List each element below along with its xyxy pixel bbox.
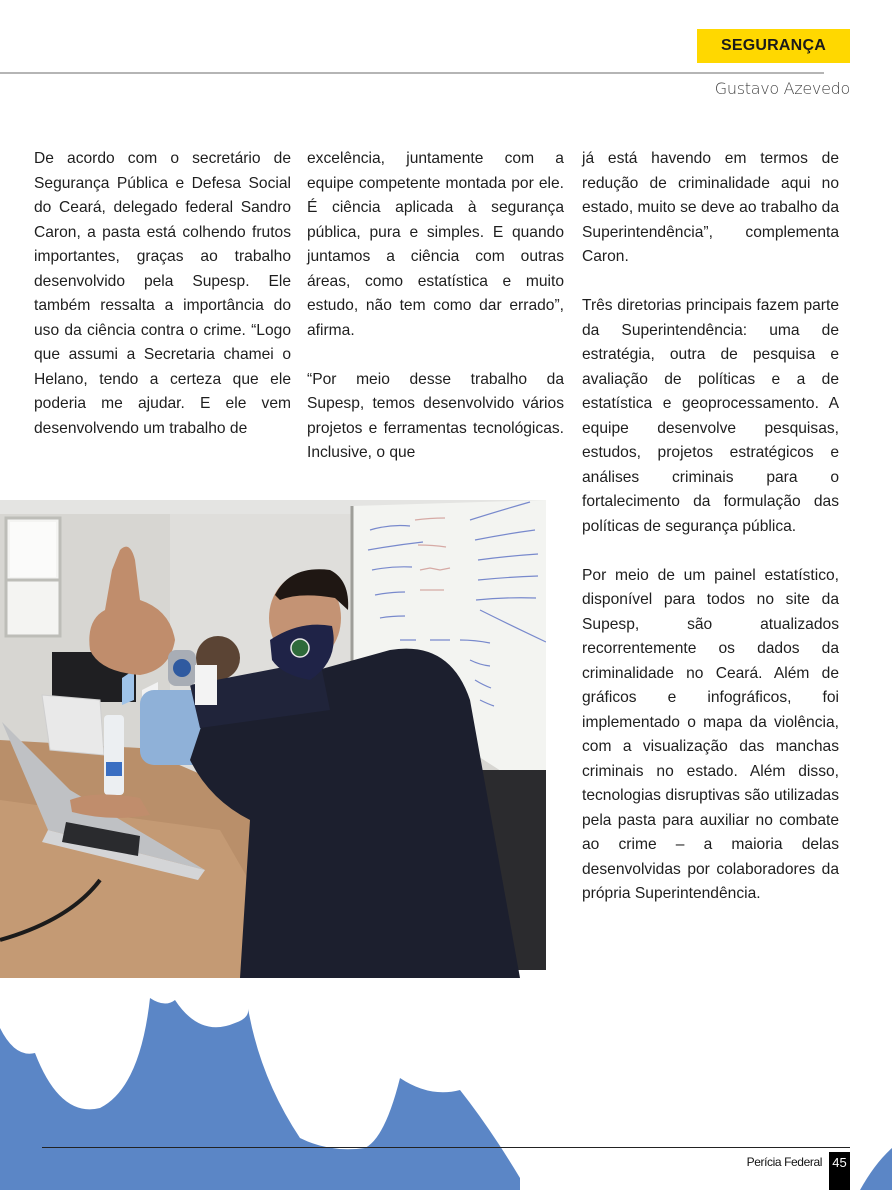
article-column-1 xyxy=(34,147,291,441)
paragraph: Três diretorias principais fazem parte da Superintendência: uma de estratégia, outra de pesquisa e avaliação de políticas e a de estatística e geoprocessamento. A equipe desenvolve pesquisas, estudos, projetos estratégicos e análises criminais para o fortalecimento da formulação das políticas de segurança pública. xyxy=(582,297,839,535)
article-column-2 xyxy=(307,147,564,466)
footer-divider xyxy=(42,1147,850,1148)
paragraph: De acordo com o secretário de Segurança Pública e Defesa Social do Ceará, delegado federal Sandro Caron, a pasta está colhendo frutos importantes, graças ao trabalho desenvolvido pela Supesp. Ele também ressalta a importância do uso da ciência contra o crime. “Logo que assumi a Secretaria chamei o Helano, tendo a certeza que ele poderia me ajudar. E ele vem desenvolvendo um trabalho de xyxy=(34,150,291,437)
author-name: Gustavo Azevedo xyxy=(714,79,850,98)
paragraph: Por meio de um painel estatístico, disponível para todos no site da Supesp, são atualizados recorrentemente os dados da criminalidade no Ceará. Além de gráficos e infográficos, foi implementado o mapa da violência, com a visualização das manchas criminais no estado. Além disso, tecnologias disruptivas são utilizadas pela pasta para auxiliar no combate ao crime – a maioria delas desenvolvidas por colaboradores da própria Superintendência. xyxy=(582,566,839,902)
article-column-3 xyxy=(582,147,839,907)
paragraph: “Por meio desse trabalho da Supesp, temos desenvolvido vários projetos e ferramentas tecnológicas. Inclusive, o que xyxy=(307,370,564,461)
header-divider xyxy=(0,72,824,74)
section-tag: SEGURANÇA xyxy=(697,29,850,63)
article-photo xyxy=(0,500,546,978)
page-number: 45 xyxy=(829,1152,850,1190)
paragraph: excelência, juntamente com a equipe competente montada por ele. É ciência aplicada à segurança pública, pura e simples. E quando juntamos a ciência com outras áreas, como estatística e muito estudo, não tem como dar errado”, afirma. xyxy=(307,150,564,339)
paragraph: já está havendo em termos de redução de criminalidade aqui no estado, muito se deve ao trabalho da Superintendência”, complementa Caron. xyxy=(582,150,839,265)
publication-name: Perícia Federal xyxy=(746,1155,822,1169)
